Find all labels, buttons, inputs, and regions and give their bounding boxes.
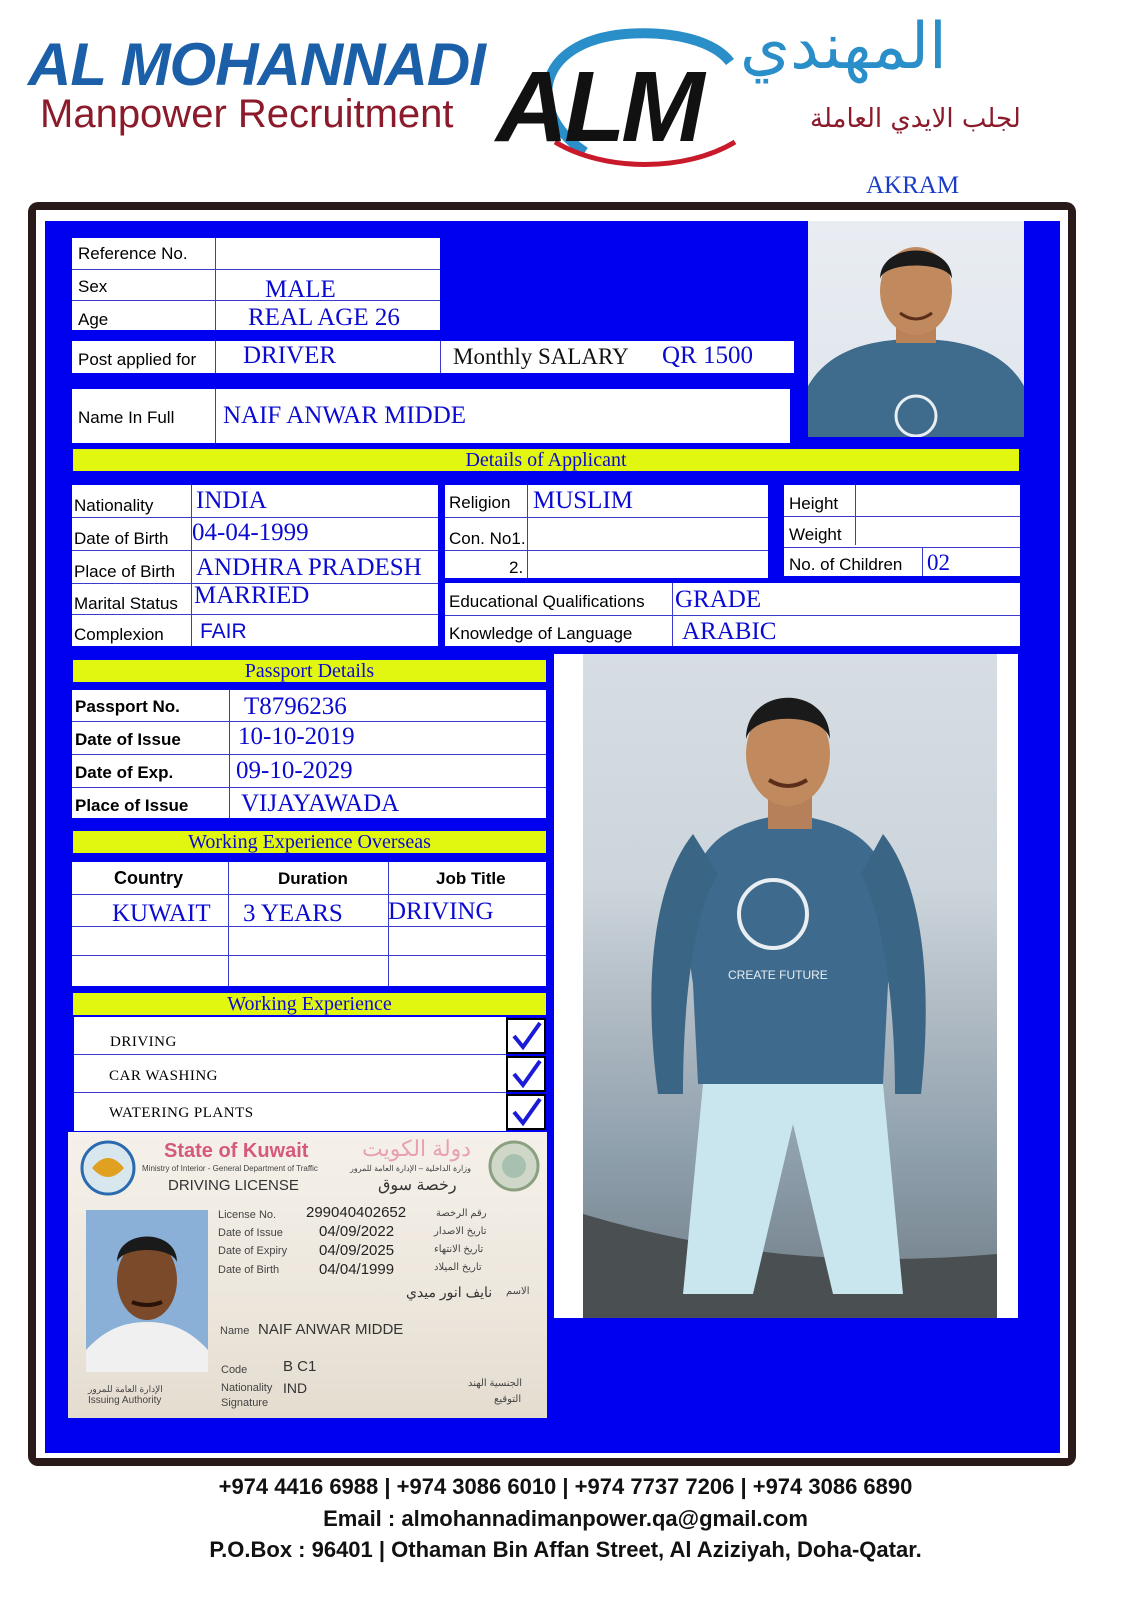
license-name-label: Name (220, 1325, 250, 1337)
language-label: Knowledge of Language (449, 624, 633, 643)
license-title-ar: رخصة سوق (378, 1177, 457, 1194)
person-portrait-icon (86, 1210, 208, 1372)
salary-value: QR 1500 (662, 342, 753, 369)
license-name-value: NAIF ANWAR MIDDE (258, 1321, 404, 1338)
person-standing-icon (583, 654, 997, 1318)
nationality-value: INDIA (196, 487, 267, 514)
applicant-portrait (808, 221, 1024, 437)
license-name-ar-label: الاسم (506, 1286, 530, 1297)
license-title-en: DRIVING LICENSE (168, 1177, 299, 1194)
age-value: REAL AGE 26 (248, 304, 400, 331)
pob-label: Place of Birth (74, 562, 176, 581)
experience-item: DRIVING (110, 1034, 177, 1050)
license-birth-ar: تاريخ الميلاد (434, 1262, 482, 1273)
complexion-label: Complexion (74, 625, 164, 644)
license-authority-ar: الإدارة العامة للمرور (88, 1384, 163, 1394)
license-expiry-value: 04/09/2025 (319, 1242, 395, 1259)
license-issue-label: Date of Issue (218, 1227, 283, 1239)
height-label: Height (789, 494, 839, 513)
nationality-label: Nationality (74, 496, 154, 515)
brand-logo: ALM (496, 51, 701, 163)
education-label: Educational Qualifications (449, 592, 645, 611)
license-code-value: B C1 (283, 1358, 317, 1375)
checkmark-icon (508, 1020, 544, 1052)
license-photo (86, 1210, 208, 1372)
license-signature-label: Signature (221, 1397, 269, 1409)
experience-heading: Working Experience (73, 993, 546, 1015)
license-nationality-label: Nationality (221, 1382, 273, 1394)
license-no-label: License No. (218, 1209, 277, 1221)
overseas-job-title: DRIVING (388, 898, 494, 925)
checkbox-watering-plants (506, 1094, 546, 1130)
license-ministry-ar: وزارة الداخلية – الإدارة العامة للمرور (350, 1164, 471, 1173)
license-expiry-label: Date of Expiry (218, 1245, 288, 1257)
name-label: Name In Full (78, 408, 175, 427)
details-heading: Details of Applicant (73, 449, 1019, 471)
marital-label: Marital Status (74, 594, 178, 613)
person-portrait-icon (808, 221, 1024, 437)
complexion-value: FAIR (200, 620, 247, 643)
post-label: Post applied for (78, 350, 197, 369)
license-code-label: Code (221, 1364, 248, 1376)
license-no-value: 299040402652 (306, 1204, 407, 1221)
children-label: No. of Children (789, 555, 903, 574)
reference-label: Reference No. (78, 244, 188, 263)
license-state-en: State of Kuwait (164, 1140, 309, 1162)
checkbox-driving (506, 1018, 546, 1054)
hologram-seal-icon (486, 1138, 542, 1194)
dob-value: 04-04-1999 (192, 519, 309, 546)
passport-place-label: Place of Issue (75, 796, 189, 815)
license-issue-value: 04/09/2022 (319, 1223, 395, 1240)
marital-value: MARRIED (194, 582, 310, 609)
driving-license-image (68, 1132, 547, 1418)
checkmark-icon (508, 1096, 544, 1128)
sex-label: Sex (78, 277, 108, 296)
license-birth-label: Date of Birth (218, 1264, 280, 1276)
overseas-heading: Working Experience Overseas (73, 831, 546, 853)
contact2-label: 2. (509, 558, 524, 577)
passport-heading: Passport Details (73, 660, 546, 682)
passport-place-value: VIJAYAWADA (241, 790, 400, 817)
license-ministry-en: Ministry of Interior - General Department of Traffic (142, 1164, 318, 1173)
brand-name: AL MOHANNADI (28, 31, 485, 98)
agent-name: AKRAM (866, 172, 960, 199)
experience-item: CAR WASHING (109, 1068, 218, 1084)
overseas-col-country: Country (114, 868, 183, 888)
checkmark-icon (508, 1058, 544, 1090)
license-birth-value: 04/04/1999 (319, 1261, 395, 1278)
overseas-duration: 3 YEARS (243, 900, 343, 927)
license-nationality-ar: الجنسية الهند (468, 1378, 523, 1389)
dob-label: Date of Birth (74, 529, 169, 548)
pob-value: ANDHRA PRADESH (196, 554, 422, 581)
license-authority-en: Issuing Authority (88, 1395, 162, 1406)
passport-expiry-value: 09-10-2029 (236, 757, 353, 784)
passport-issue-label: Date of Issue (75, 730, 181, 749)
post-value: DRIVER (243, 342, 337, 369)
footer-address: P.O.Box : 96401 | Othaman Bin Affan Street, Al Aziziyah, Doha-Qatar. (209, 1537, 922, 1562)
footer-email: Email : almohannadimanpower.qa@gmail.com (323, 1506, 808, 1531)
passport-expiry-label: Date of Exp. (75, 763, 174, 782)
age-label: Age (78, 310, 109, 329)
language-value: ARABIC (682, 618, 777, 645)
checkbox-car-washing (506, 1056, 546, 1092)
license-no-ar: رقم الرخصة (436, 1208, 487, 1219)
svg-text:CREATE FUTURE: CREATE FUTURE (728, 968, 828, 982)
kuwait-emblem-icon (78, 1138, 138, 1202)
salary-label: Monthly SALARY (453, 344, 629, 369)
license-nationality-value: IND (283, 1380, 308, 1396)
overseas-col-job-title: Job Title (436, 869, 506, 888)
experience-item: WATERING PLANTS (109, 1105, 254, 1121)
passport-number-value: T8796236 (244, 693, 347, 720)
applicant-full-photo (583, 654, 997, 1318)
weight-label: Weight (789, 525, 842, 544)
license-signature-ar: التوقيع (494, 1394, 522, 1405)
contact1-label: Con. No1. (449, 529, 526, 548)
footer-phones: +974 4416 6988 | +974 3086 6010 | +974 7737 7206 | +974 3086 6890 (218, 1474, 913, 1499)
license-name-ar: نايف انور ميدي (406, 1284, 493, 1300)
education-value: GRADE (675, 586, 762, 613)
religion-label: Religion (449, 493, 511, 512)
overseas-col-duration: Duration (278, 869, 348, 888)
license-expiry-ar: تاريخ الانتهاء (434, 1244, 484, 1255)
license-state-ar: دولة الكويت (362, 1136, 472, 1161)
sex-value: MALE (265, 276, 336, 303)
license-issue-ar: تاريخ الاصدار (434, 1226, 487, 1237)
brand-subtitle: Manpower Recruitment (40, 92, 454, 136)
religion-value: MUSLIM (533, 487, 634, 514)
brand-arabic-subtitle: لجلب الايدي العاملة (810, 104, 1021, 134)
overseas-country: KUWAIT (112, 900, 211, 927)
children-value: 02 (927, 550, 950, 575)
name-value: NAIF ANWAR MIDDE (223, 402, 467, 429)
passport-number-label: Passport No. (75, 697, 180, 716)
passport-issue-value: 10-10-2019 (238, 723, 355, 750)
brand-arabic: المهندي (740, 10, 947, 84)
